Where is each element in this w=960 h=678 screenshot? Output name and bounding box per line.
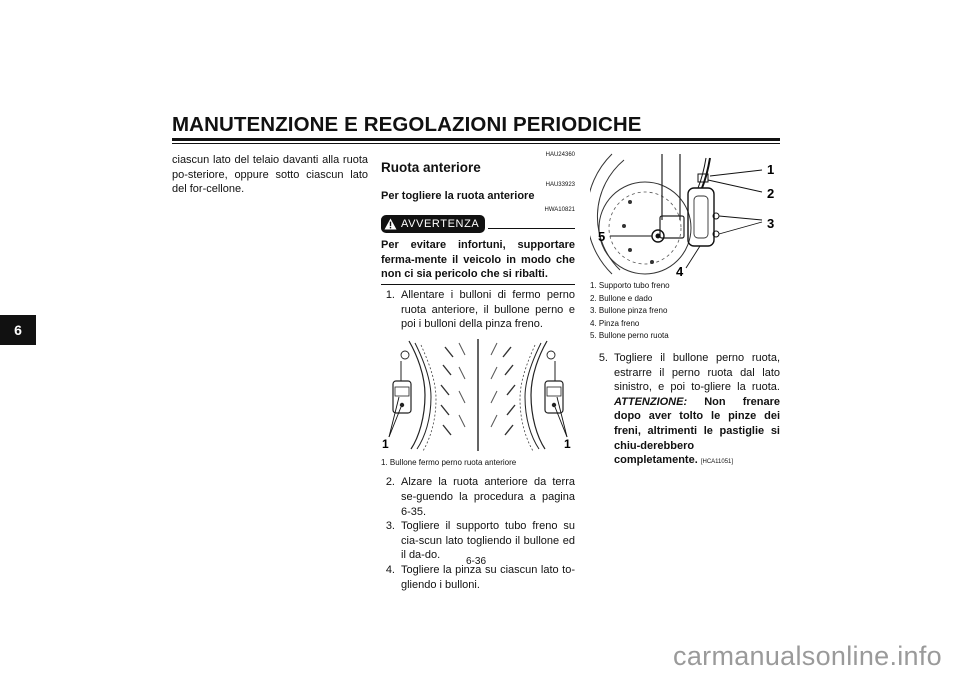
step-text: Alzare la ruota anteriore da terra se-guendo la procedura a pagina 6-35. <box>401 476 575 518</box>
caption-item: 1. Bullone fermo perno ruota anteriore <box>381 457 517 467</box>
step-item <box>381 563 575 592</box>
step-text: Togliere il supporto tubo freno su cia-scun lato togliendo il bullone ed il da-do. <box>401 520 575 562</box>
callout-4: 4 <box>676 264 684 278</box>
step-item <box>594 351 780 470</box>
subsection-title: Per togliere la ruota anteriore <box>381 189 535 202</box>
wheel-axle-illustration <box>381 335 575 455</box>
warning-code: HWA10821 <box>544 207 575 214</box>
step-number: 5. <box>598 351 608 364</box>
step-text: Togliere la pinza su ciascun lato to-gliendo i bulloni. <box>401 563 575 591</box>
step-number: 2. <box>385 476 395 489</box>
callout-right: 1 <box>564 436 571 451</box>
attention-text: Non frenare dopo aver tolto le pinze dei freni, altrimenti le pastiglie si chiu-derebbero completamente. <box>614 395 780 467</box>
callout-5: 5 <box>598 229 606 244</box>
caption-item: 2. Bullone e dado <box>590 293 653 303</box>
right-column <box>590 150 780 470</box>
callout-left: 1 <box>382 436 389 451</box>
header-rule-thin <box>172 143 780 144</box>
caption-item: 3. Bullone pinza freno <box>590 306 668 316</box>
header-rule-thick <box>172 138 780 141</box>
caption-item: 1. Supporto tubo freno <box>590 281 670 290</box>
figure2-caption <box>590 280 780 343</box>
callout-2: 2 <box>767 186 775 201</box>
chapter-tab[interactable]: 6 <box>0 315 36 345</box>
figure-brake-caliper <box>590 150 780 278</box>
warning-badge <box>381 215 485 233</box>
warning-label: AVVERTENZA <box>401 217 480 230</box>
figure-front-wheel-axle-bolts <box>381 335 575 455</box>
section-title: Ruota anteriore <box>381 160 481 175</box>
step-list-2 <box>381 475 575 592</box>
step-item <box>381 288 575 332</box>
warning-end-rule <box>381 284 575 285</box>
middle-column <box>381 152 575 592</box>
page-number: 6-36 <box>466 556 487 567</box>
step-number: 3. <box>385 520 395 533</box>
callout-3: 3 <box>767 216 775 231</box>
caption-item: 4. Pinza freno <box>590 318 640 328</box>
attention-label: ATTENZIONE: <box>614 395 688 408</box>
page-title: MANUTENZIONE E REGOLAZIONI PERIODICHE <box>172 113 642 136</box>
step-list-3 <box>590 351 780 470</box>
watermark: carmanualsonline.info <box>673 641 942 671</box>
warning-rule <box>488 228 575 229</box>
warning-triangle-icon <box>384 218 397 230</box>
subsection-code: HAU33923 <box>545 181 575 188</box>
callout-1: 1 <box>767 162 775 177</box>
warning-text: Per evitare infortuni, supportare ferma-mente il veicolo in modo che non ci sia pericolo che si ribalti. <box>381 239 575 281</box>
step-number: 1. <box>385 288 395 301</box>
brake-caliper-illustration <box>590 150 780 278</box>
warning-header <box>381 215 575 233</box>
step-list-1 <box>381 288 575 332</box>
figure1-caption <box>381 457 575 470</box>
caption-item: 5. Bullone perno ruota <box>590 331 669 341</box>
step-text: Allentare i bulloni di fermo perno ruota anteriore, il bullone perno e poi i bulloni della pinza freno. <box>401 288 575 331</box>
attention-code: [HCA11051] <box>700 459 734 466</box>
left-column <box>172 153 368 197</box>
step-number: 4. <box>385 563 395 576</box>
continued-text: ciascun lato del telaio davanti alla ruota po-steriore, oppure sotto ciascun lato del for-cellone. <box>172 154 368 196</box>
step-item <box>381 475 575 519</box>
step-text: Togliere il bullone perno ruota, estrarre il perno ruota dal lato sinistro, e poi to-gliere la ruota. <box>614 351 780 394</box>
section-code: HAU24360 <box>545 152 575 158</box>
